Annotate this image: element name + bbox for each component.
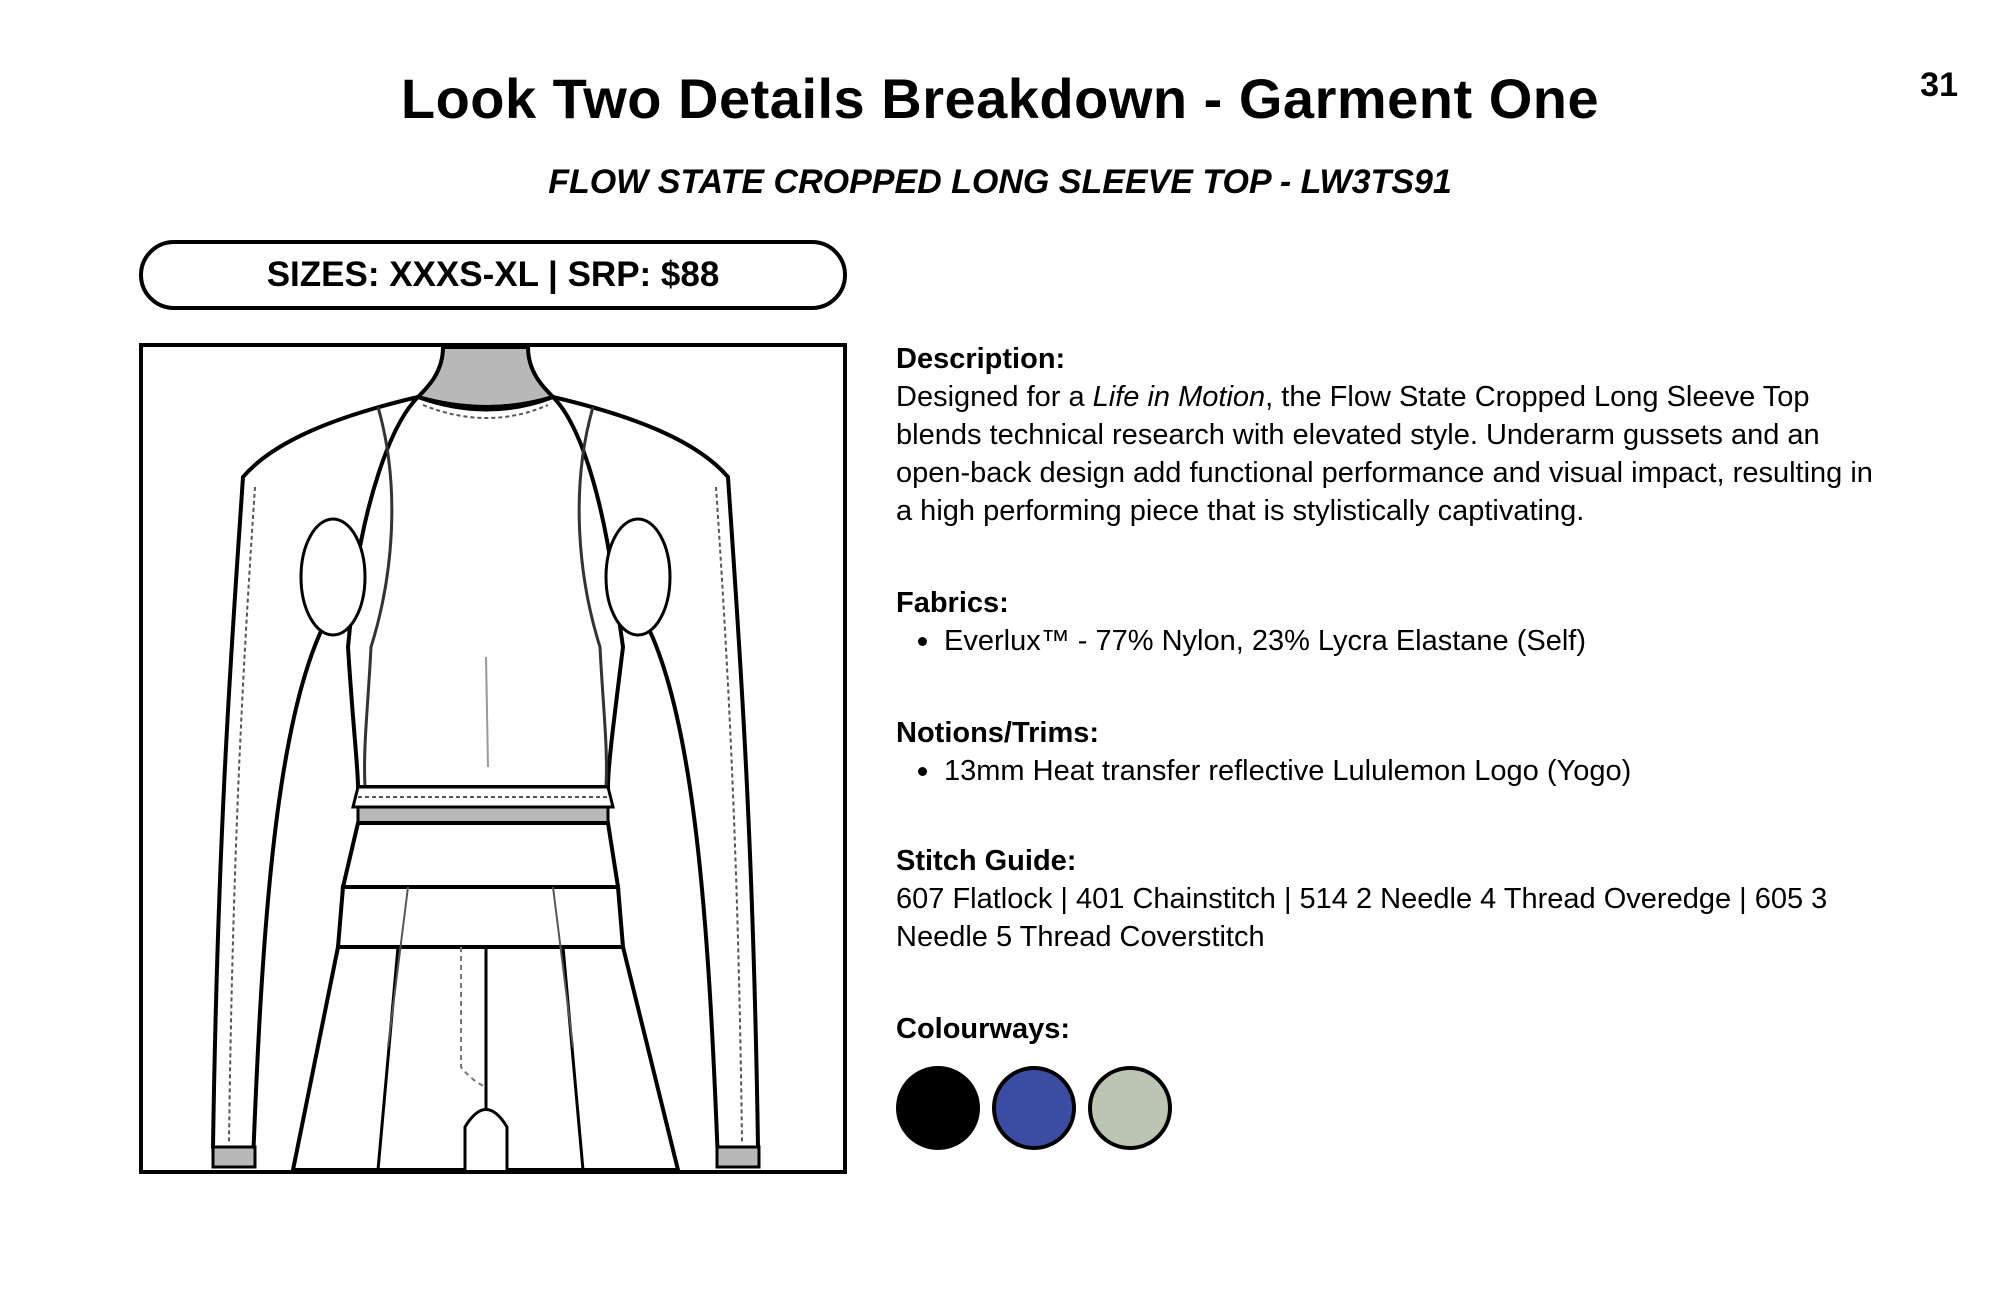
flat-sketch-drawing [143, 347, 843, 1170]
swatch-blue [992, 1066, 1076, 1150]
fabrics-heading: Fabrics: [896, 587, 1009, 619]
left-gusset [301, 519, 365, 635]
fabrics-list [896, 622, 1896, 660]
product-subtitle: FLOW STATE CROPPED LONG SLEEVE TOP - LW3TS91 [548, 163, 1452, 201]
page-number: 31 [1920, 66, 1958, 104]
notions-list [896, 752, 1896, 790]
hem-band [353, 787, 613, 807]
bra-band [358, 807, 608, 823]
fabric-item: Everlux™ - 77% Nylon, 23% Lycra Elastane (Self) [944, 622, 1896, 660]
description-italic: Life in Motion [1092, 381, 1266, 413]
right-gusset [606, 519, 670, 635]
page-title: Look Two Details Breakdown - Garment One [400, 67, 1600, 130]
right-cuff [717, 1147, 759, 1167]
details-panel [896, 340, 1896, 1150]
sizes-price-text: SIZES: XXXS-XL | SRP: $88 [266, 255, 720, 294]
swatch-black [896, 1066, 980, 1150]
stitch-guide-heading: Stitch Guide: [896, 845, 1077, 877]
left-cuff [213, 1147, 255, 1167]
sizes-price-badge [139, 240, 847, 310]
swatch-sage [1088, 1066, 1172, 1150]
description-heading: Description: [896, 343, 1066, 375]
colourway-swatches [896, 1066, 1896, 1150]
stitch-guide-text: 607 Flatlock | 401 Chainstitch | 514 2 Needle 4 Thread Overedge | 605 3 Needle 5 Thread Coverstitch [896, 883, 1828, 953]
garment-sketch [139, 343, 847, 1174]
description-text: Designed for a Life in Motion, the Flow State Cropped Long Sleeve Top blends technical research with elevated style. Underarm gussets and an open-back design add functional performance and visual impact, resulting in a high performing piece that is stylistically captivating. [896, 381, 1873, 527]
notions-heading: Notions/Trims: [896, 717, 1100, 749]
notion-item: 13mm Heat transfer reflective Lululemon Logo (Yogo) [944, 752, 1896, 790]
mannequin-neck [418, 347, 553, 407]
pants-waistband [343, 823, 618, 887]
colourways-heading: Colourways: [896, 1013, 1071, 1045]
